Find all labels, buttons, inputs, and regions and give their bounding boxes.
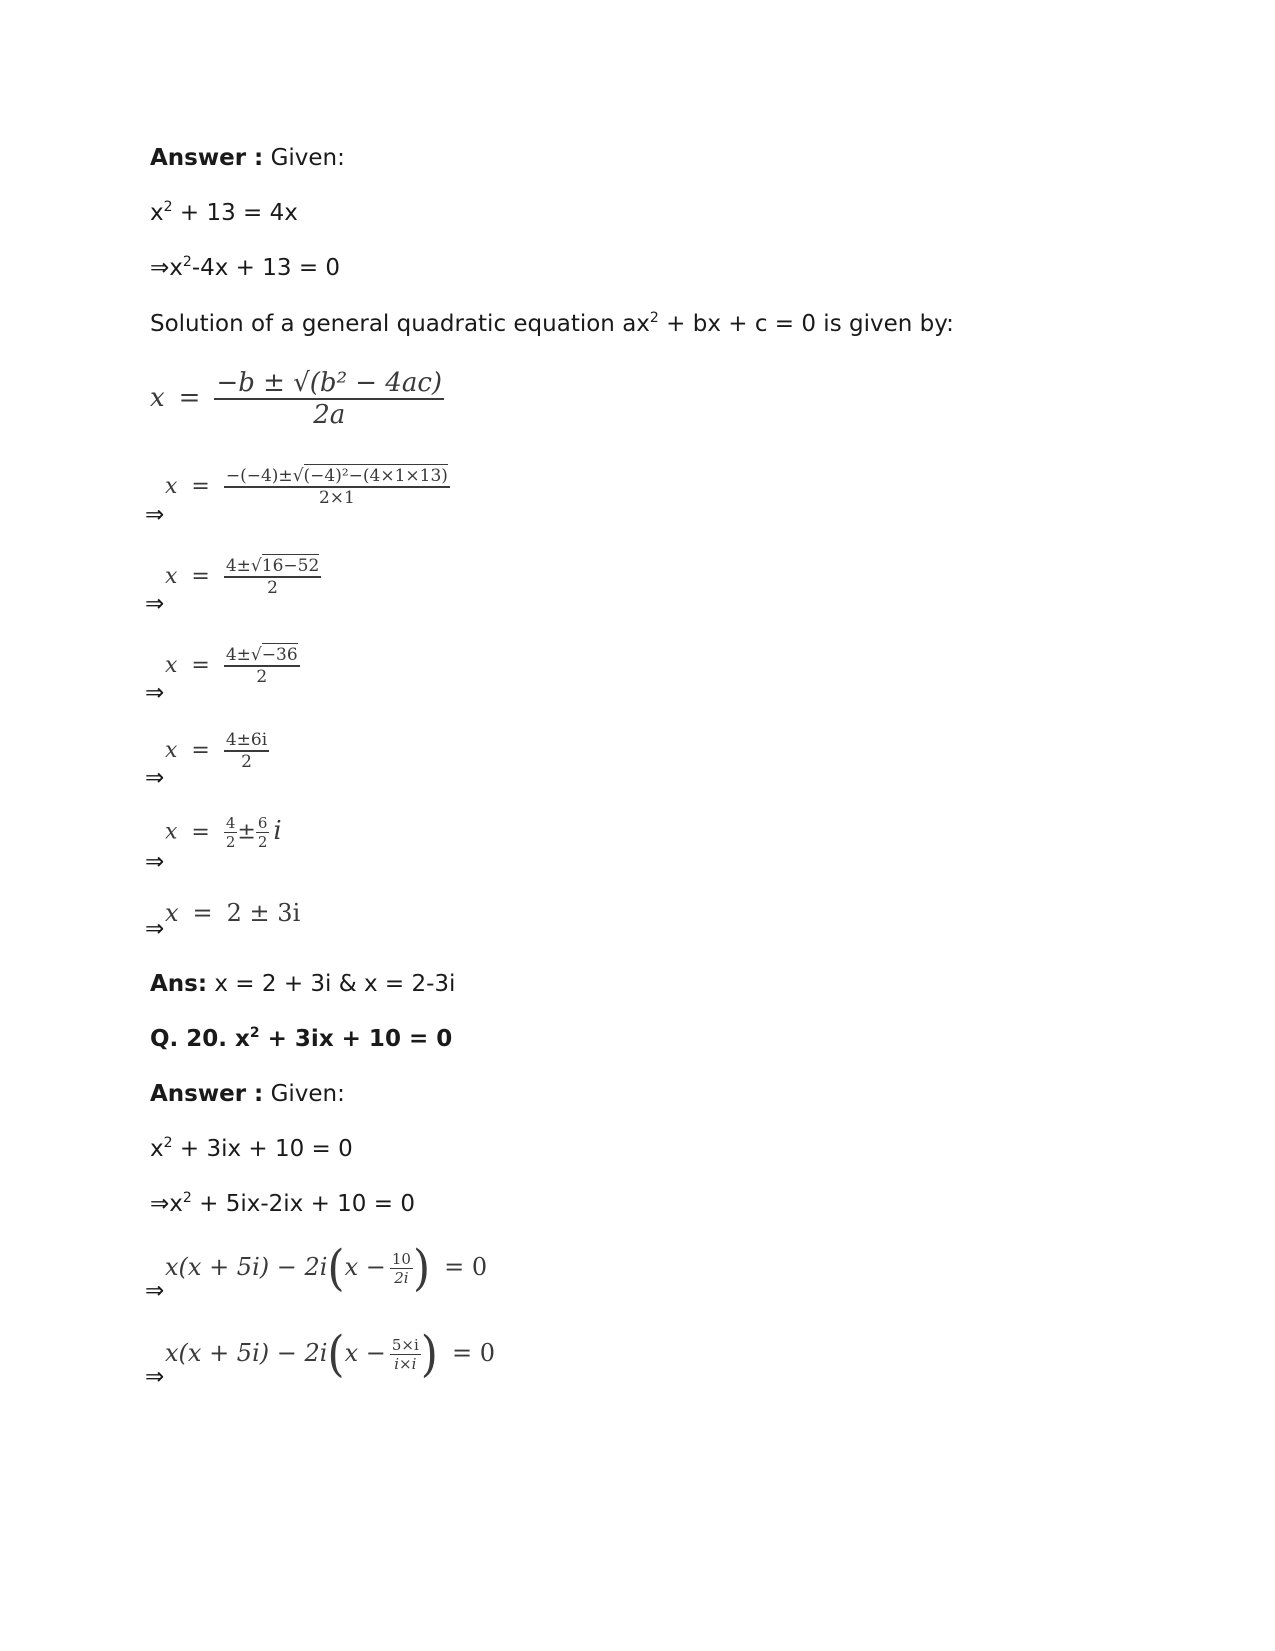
- exponent: 2: [163, 1135, 173, 1151]
- equals-zero: = 0: [451, 1339, 495, 1367]
- variable: x: [165, 474, 178, 499]
- equation-line: [150, 1134, 353, 1164]
- denominator: 2×1: [318, 488, 355, 508]
- variable: x: [165, 899, 179, 927]
- numerator: −b ± √(b² − 4ac): [216, 368, 443, 398]
- denominator: 2: [257, 833, 268, 851]
- denominator: i×i: [394, 1355, 417, 1373]
- math-step: [165, 645, 300, 687]
- exponent: 2: [649, 310, 659, 326]
- implies-arrow: ⇒: [145, 765, 165, 791]
- variable: x: [165, 819, 178, 845]
- expression: x(x + 5i) − 2i: [165, 1253, 328, 1281]
- equation-line: [150, 1189, 415, 1219]
- answer-label: Answer :: [150, 1081, 264, 1107]
- numerator: [224, 466, 450, 486]
- equals-sign: =: [191, 819, 210, 845]
- numerator: 4±6i: [225, 730, 268, 750]
- equation-line: [150, 198, 298, 228]
- num-part: −(−4)±: [225, 466, 293, 486]
- num-part: 4±: [225, 556, 251, 576]
- denominator: 2: [241, 752, 252, 772]
- equals-sign: =: [191, 474, 210, 499]
- right-paren: ): [420, 1326, 438, 1383]
- implies-arrow: ⇒: [145, 502, 165, 528]
- fraction: [256, 814, 270, 851]
- equals-sign: =: [178, 383, 201, 413]
- eq-text: + 13 = 4x: [172, 200, 298, 226]
- exponent: 2: [163, 199, 173, 215]
- implies-arrow: ⇒: [145, 1278, 165, 1304]
- numerator: 10: [391, 1250, 411, 1268]
- solution-line: [150, 309, 954, 339]
- expression: x −: [344, 1253, 386, 1281]
- radicand: −36: [261, 645, 298, 665]
- math-step: [165, 466, 450, 508]
- implies-arrow: ⇒: [145, 916, 165, 942]
- ans-line: [150, 969, 455, 999]
- answer-text: Given:: [270, 1081, 345, 1107]
- denominator: 2: [267, 578, 278, 598]
- imaginary-unit: i: [273, 815, 282, 846]
- equals-zero: = 0: [444, 1253, 488, 1281]
- math-step: [165, 814, 282, 851]
- numerator: 6: [257, 814, 268, 832]
- variable: x: [165, 653, 178, 678]
- denominator: 2a: [313, 400, 346, 430]
- fraction: [224, 556, 321, 598]
- fraction: [224, 645, 300, 687]
- eq-text: ⇒x: [150, 255, 183, 281]
- question-text: Q. 20. x: [150, 1026, 250, 1052]
- implies-arrow: ⇒: [145, 1364, 165, 1390]
- math-step: [165, 899, 300, 927]
- variable: x: [165, 738, 178, 763]
- exponent: 2: [182, 1190, 192, 1206]
- implies-arrow: ⇒: [145, 680, 165, 706]
- left-paren: (: [327, 1326, 345, 1383]
- math-step: [165, 1240, 488, 1297]
- left-paren: (: [327, 1240, 345, 1297]
- variable: x: [150, 383, 165, 413]
- math-step: [165, 1326, 495, 1383]
- numerator: [224, 645, 300, 665]
- fraction: [224, 466, 450, 508]
- right-paren: ): [412, 1240, 431, 1297]
- eq-text: x: [150, 200, 164, 226]
- numerator: [224, 556, 321, 576]
- equals-sign: =: [191, 564, 210, 589]
- eq-text: ⇒x: [150, 1191, 183, 1217]
- fraction: [224, 730, 269, 772]
- answer-line-1: [150, 143, 345, 173]
- eq-text: + 3ix + 10 = 0: [172, 1136, 353, 1162]
- answer-line-2: [150, 1079, 345, 1109]
- expression: x(x + 5i) − 2i: [165, 1339, 328, 1367]
- exponent: 2: [182, 254, 192, 270]
- solution-text: Solution of a general quadratic equation ax: [150, 311, 650, 337]
- numerator: 5×i: [391, 1336, 419, 1354]
- exponent: 2: [249, 1025, 260, 1041]
- denominator: 2: [225, 833, 236, 851]
- eq-text: x: [150, 1136, 164, 1162]
- result: 2 ± 3i: [226, 899, 301, 927]
- num-part: 4±: [225, 645, 251, 665]
- math-step: [165, 556, 321, 598]
- answer-text: Given:: [270, 145, 345, 171]
- numerator: 4: [225, 814, 236, 832]
- question-heading: [150, 1024, 452, 1054]
- math-step: [165, 730, 269, 772]
- fraction: [214, 368, 444, 430]
- question-text: + 3ix + 10 = 0: [259, 1026, 453, 1052]
- sqrt-sign: √: [250, 645, 262, 665]
- equals-sign: =: [191, 738, 210, 763]
- radicand: 16−52: [261, 556, 320, 576]
- fraction: [390, 1250, 413, 1287]
- radicand: (−4)²−(4×1×13): [303, 466, 448, 486]
- sqrt-sign: √: [250, 556, 262, 576]
- eq-text: -4x + 13 = 0: [191, 255, 341, 281]
- ans-text: x = 2 + 3i & x = 2-3i: [214, 971, 456, 997]
- quadratic-formula: [150, 368, 444, 430]
- fraction: [390, 1336, 421, 1373]
- equals-sign: =: [192, 899, 213, 927]
- variable: x: [165, 564, 178, 589]
- implies-arrow: ⇒: [145, 591, 165, 617]
- sqrt-sign: √: [292, 466, 304, 486]
- answer-label: Answer :: [150, 145, 264, 171]
- eq-text: + 5ix-2ix + 10 = 0: [191, 1191, 415, 1217]
- plus-minus: ±: [237, 819, 256, 845]
- expression: x −: [344, 1339, 386, 1367]
- denominator: 2i: [394, 1269, 409, 1287]
- denominator: 2: [256, 667, 268, 687]
- equals-sign: =: [191, 653, 210, 678]
- solution-text: + bx + c = 0 is given by:: [658, 311, 954, 337]
- fraction: [224, 814, 238, 851]
- equation-line: [150, 253, 340, 283]
- ans-label: Ans:: [150, 971, 208, 997]
- implies-arrow: ⇒: [145, 849, 165, 875]
